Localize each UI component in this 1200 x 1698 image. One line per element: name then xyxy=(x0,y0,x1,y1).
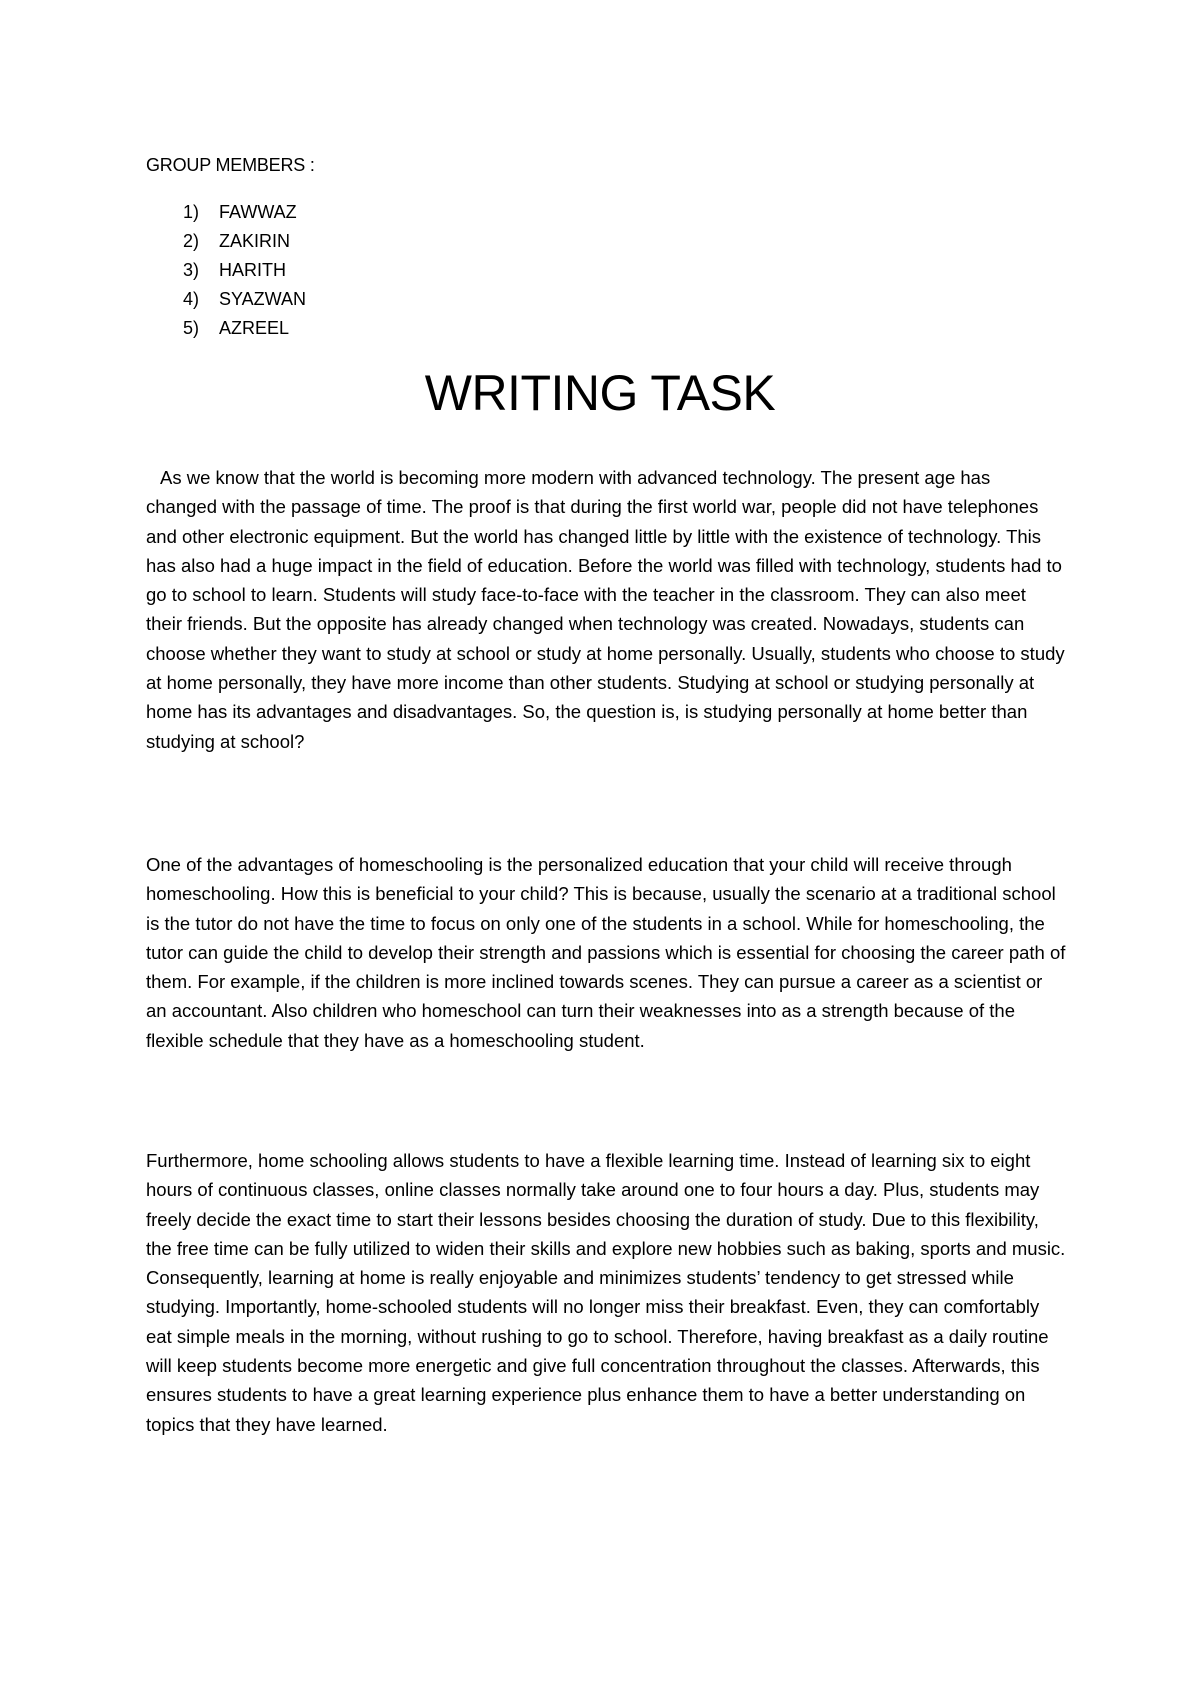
group-members-list xyxy=(183,198,306,343)
member-name: FAWWAZ xyxy=(219,202,297,222)
member-name: ZAKIRIN xyxy=(219,231,291,251)
list-item xyxy=(183,227,306,256)
document-title: WRITING TASK xyxy=(424,365,776,421)
list-item-number: 4) xyxy=(183,289,200,309)
list-item-number: 2) xyxy=(183,231,200,251)
list-item xyxy=(183,198,306,227)
list-item xyxy=(183,256,306,285)
list-item-number: 3) xyxy=(183,260,200,280)
member-name: AZREEL xyxy=(219,318,290,338)
paragraph-introduction: As we know that the world is becoming more modern with advanced technology. The present age has changed with the passage of time. The proof is that during the first world war, people did not have telephones and other electronic equipment. But the world has changed little by little with the existence of technology. This has also had a huge impact in the field of education. Before the world was filled with technology, students had to go to school to learn. Students will study face-to-face with the teacher in the classroom. They can also meet their friends. But the opposite has already changed when technology was created. Nowadays, students can choose whether they want to study at school or study at home personally. Usually, students who choose to study at home personally, they have more income than other students. Studying at school or studying personally at home has its advantages and disadvantages. So, the question is, is studying personally at home better than studying at school? xyxy=(146,467,1065,752)
group-members-heading: GROUP MEMBERS : xyxy=(146,155,315,175)
paragraph-flexible-learning: Furthermore, home schooling allows students to have a flexible learning time. Instead of learning six to eight hours of continuous classes, online classes normally take around one to four hours a day. Plus, students may freely decide the exact time to start their lessons besides choosing the duration of study. Due to this flexibility, the free time can be fully utilized to widen their skills and explore new hobbies such as baking, sports and music. Consequently, learning at home is really enjoyable and minimizes students’ tendency to get stressed while studying. Importantly, home-schooled students will no longer miss their breakfast. Even, they can comfortably eat simple meals in the morning, without rushing to go to school. Therefore, having breakfast as a daily routine will keep students become more energetic and give full concentration throughout the classes. Afterwards, this ensures students to have a great learning experience plus enhance them to have a better understanding on topics that they have learned. xyxy=(146,1150,1066,1435)
list-item-number: 1) xyxy=(183,202,200,222)
list-item xyxy=(183,314,306,343)
member-name: HARITH xyxy=(219,260,286,280)
paragraph-personalized-education: One of the advantages of homeschooling is the personalized education that your child will receive through homeschooling. How this is beneficial to your child? This is because, usually the scenario at a traditional school is the tutor do not have the time to focus on only one of the students in a school. While for homeschooling, the tutor can guide the child to develop their strength and passions which is essential for choosing the career path of them. For example, if the children is more inclined towards scenes. They can pursue a career as a scientist or an accountant. Also children who homeschool can turn their weaknesses into as a strength because of the flexible schedule that they have as a homeschooling student. xyxy=(146,854,1066,1051)
member-name: SYAZWAN xyxy=(219,289,307,309)
list-item-number: 5) xyxy=(183,318,200,338)
list-item xyxy=(183,285,306,314)
